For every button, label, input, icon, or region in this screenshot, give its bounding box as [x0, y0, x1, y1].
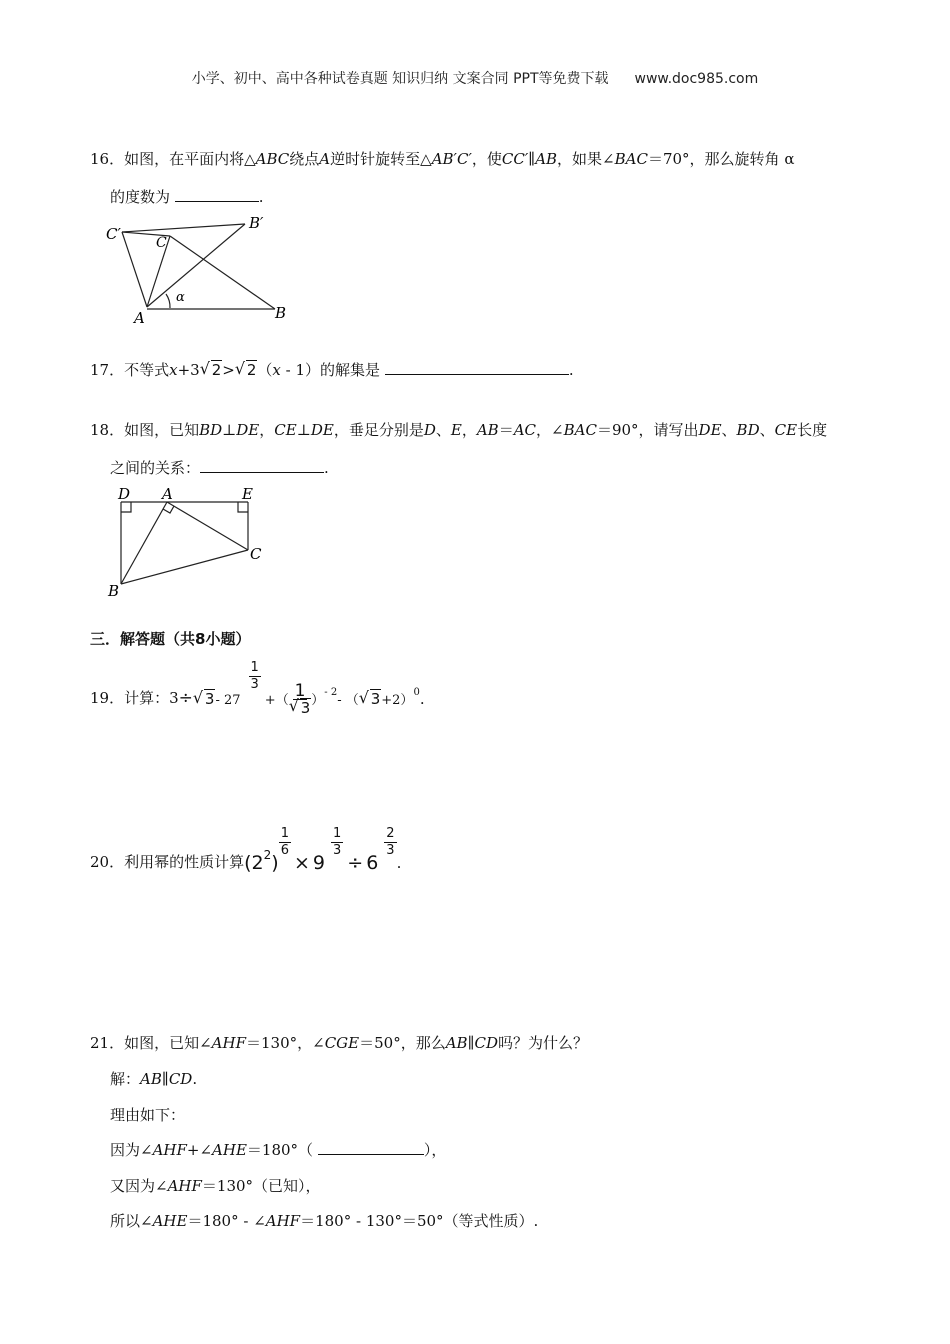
- sqrt-3: [289, 700, 312, 716]
- radicand: 3: [204, 690, 215, 708]
- q18-line2: [110, 457, 329, 478]
- q21-cge: CGE: [324, 1034, 360, 1052]
- exponent-one-third: [249, 660, 261, 693]
- perp-symbol: ⊥: [222, 421, 237, 439]
- segment-c-prime-b-prime: [122, 224, 245, 232]
- exponent-zero: 0: [413, 687, 420, 698]
- q18-text: ，: [259, 421, 275, 439]
- segment-ac-prime: [122, 232, 147, 307]
- q18-ab: AB: [476, 421, 499, 439]
- q18-text: ，垂足分别是: [333, 421, 424, 439]
- exponent-one-sixth: [279, 826, 291, 859]
- triangle-symbol: △: [244, 150, 256, 168]
- right-angle-d: [121, 502, 131, 512]
- q17-text: （: [257, 361, 273, 379]
- section-question-count: 8: [195, 630, 206, 648]
- q19-text: - 27: [215, 693, 241, 708]
- q21-cd: CD: [474, 1034, 499, 1052]
- q17-text: 的解集是: [320, 361, 381, 379]
- q18-ac: AC: [513, 421, 537, 439]
- q18-text: 如图，已知: [124, 421, 200, 439]
- section-title-text: 三．解答题（共: [90, 630, 196, 648]
- q18-de: DE: [310, 421, 334, 439]
- q21-text: ＝50°，那么: [359, 1034, 446, 1052]
- q17-text: - 1）: [280, 361, 321, 379]
- q21-ab: AB: [140, 1070, 162, 1088]
- denominator: 3: [250, 677, 259, 692]
- q18-figure: [104, 484, 274, 602]
- label-c-prime: C′: [106, 225, 121, 243]
- sqrt-3: [359, 690, 382, 708]
- q21-text: 吗？为什么？: [498, 1034, 589, 1052]
- q16-text: 如图，在平面内将: [124, 150, 245, 168]
- q21-line3: [110, 1104, 185, 1125]
- q20-base: 2: [251, 852, 264, 874]
- q21-text: ），: [423, 1141, 447, 1159]
- numerator: 1: [250, 660, 259, 675]
- q19-number: 19．: [90, 689, 125, 707]
- q21-ahf: AHF: [265, 1212, 301, 1230]
- q18-text: 长度: [797, 421, 828, 439]
- q19-text: +2）: [381, 693, 414, 708]
- q16-bac: BAC: [614, 150, 648, 168]
- divide-symbol: ÷: [347, 852, 364, 874]
- q21-line6: [110, 1210, 538, 1231]
- parallel-symbol: ∥: [528, 150, 536, 168]
- q21-text: ＝180°（: [246, 1141, 314, 1159]
- q21-ahf: AHF: [211, 1034, 246, 1052]
- q21-text: 因为∠: [110, 1141, 153, 1159]
- q18-bd: BD: [199, 421, 223, 439]
- q18-d: D: [423, 421, 436, 439]
- q16-line2: [110, 186, 264, 207]
- q18-bac: BAC: [563, 421, 597, 439]
- segment-bc: [121, 550, 248, 584]
- numerator: 2: [386, 826, 395, 841]
- q16-ccp: CC′: [501, 150, 529, 168]
- q19-text: 计算：3: [124, 689, 179, 707]
- parallel-symbol: ∥: [161, 1070, 169, 1088]
- q20-paren: ): [271, 852, 279, 874]
- right-angle-e: [238, 502, 248, 512]
- q18-text: ，: [461, 421, 477, 439]
- denominator: 3: [386, 843, 395, 858]
- q16-text: ，如果∠: [557, 150, 615, 168]
- q21-text: 如图，已知∠: [124, 1034, 212, 1052]
- label-b-prime: B′: [249, 214, 264, 232]
- fraction-one-over-sqrt3: [289, 683, 312, 720]
- q16-text: ，使: [471, 150, 502, 168]
- q16-text: 的度数为: [110, 188, 171, 206]
- q20-paren: (: [244, 852, 252, 874]
- q18-text: .: [324, 459, 329, 477]
- q21-line1: [90, 1032, 588, 1053]
- segment-ac: [167, 502, 248, 550]
- perp-symbol: ⊥: [296, 421, 311, 439]
- parallel-symbol: ∥: [467, 1034, 475, 1052]
- radicand: 3: [300, 699, 311, 717]
- q18-text: ＝90°，请写出: [596, 421, 699, 439]
- label-c: C: [156, 235, 167, 251]
- q21-text: 理由如下：: [110, 1106, 186, 1124]
- q21-ahf: AHF: [167, 1177, 202, 1195]
- q18-de: DE: [236, 421, 260, 439]
- q21-text: ＝130°，∠: [246, 1034, 325, 1052]
- q20-text: 利用幂的性质计算: [124, 853, 245, 871]
- angle-alpha-arc: [166, 294, 170, 308]
- q18-text: 、: [759, 421, 775, 439]
- numerator: 1: [280, 826, 289, 841]
- denominator: 3: [332, 843, 342, 858]
- q18-text: ＝: [498, 421, 514, 439]
- q18-text: 、: [435, 421, 451, 439]
- triangle-symbol: △: [420, 150, 432, 168]
- radicand: 2: [246, 361, 257, 379]
- greater-than: >: [222, 361, 235, 379]
- q17-text: 不等式: [124, 361, 170, 379]
- q21-text: ＝130°（已知），: [201, 1177, 321, 1195]
- q20-base: 6: [366, 852, 379, 874]
- denominator: 6: [280, 843, 289, 858]
- sqrt-2: [200, 361, 223, 379]
- q16-number: 16．: [90, 150, 125, 168]
- segment-ab: [121, 502, 167, 584]
- header-text: 小学、初中、高中各种试卷真题 知识归纳 文案合同 PPT等免费下载: [191, 71, 609, 87]
- q16-text: 逆时针旋转至: [330, 150, 421, 168]
- divide-symbol: ÷: [178, 688, 193, 708]
- exponent-minus-two: - 2: [324, 687, 338, 698]
- exponent-one-third: [331, 826, 343, 859]
- q16-figure: [104, 212, 300, 324]
- q16-text: ＝70°，那么旋转角 α: [647, 150, 795, 168]
- q16-ab: AB: [535, 150, 558, 168]
- q17-text: +3: [177, 361, 200, 379]
- q19-line: [90, 660, 425, 720]
- q21-text: ＝180° - ∠: [187, 1212, 266, 1230]
- q16-answer-blank[interactable]: [175, 187, 259, 202]
- q16-line1: [90, 148, 794, 169]
- section-title-text: 小题）: [205, 630, 251, 648]
- q18-text: ，∠: [536, 421, 564, 439]
- q21-text: +∠: [186, 1141, 213, 1159]
- q18-text: 之间的关系：: [110, 459, 201, 477]
- q21-ab: AB: [445, 1034, 468, 1052]
- numerator: 1: [332, 826, 342, 841]
- q16-text: .: [258, 188, 264, 206]
- sqrt-2: [235, 361, 258, 379]
- q21-line2: [110, 1068, 197, 1089]
- q21-text: ＝180° - 130°＝50°（等式性质）.: [300, 1212, 539, 1230]
- q18-number: 18．: [90, 421, 125, 439]
- label-b: B: [108, 582, 120, 600]
- q18-de: DE: [698, 421, 722, 439]
- q21-line5: [110, 1175, 321, 1196]
- section-3-title: [90, 628, 250, 649]
- q21-text: 所以∠: [110, 1212, 153, 1230]
- q21-text: 解：: [110, 1070, 141, 1088]
- q21-ahf: AHF: [152, 1141, 187, 1159]
- q20-text: .: [396, 854, 402, 872]
- q17-number: 17．: [90, 361, 125, 379]
- q19-text: - （: [337, 693, 359, 708]
- segment-cb: [170, 236, 275, 309]
- sqrt-3: [193, 690, 216, 708]
- header-site: www.doc985.com: [634, 71, 759, 87]
- q16-point-a: A: [319, 150, 331, 168]
- label-c: C: [250, 545, 262, 563]
- q21-line4: [110, 1139, 446, 1160]
- q18-text: 、: [721, 421, 737, 439]
- q16-abpcp: AB′C′: [431, 150, 472, 168]
- q21-number: 21．: [90, 1034, 125, 1052]
- label-a: A: [162, 485, 173, 503]
- q20-square: 2: [263, 848, 272, 862]
- label-e: E: [242, 485, 253, 503]
- q17-answer-blank[interactable]: [385, 360, 569, 375]
- q19-text: +（: [264, 693, 289, 708]
- label-alpha: α: [176, 290, 185, 305]
- q17-x: x: [169, 361, 178, 379]
- label-d: D: [118, 485, 131, 503]
- q19-text: ）: [311, 693, 325, 708]
- radicand: 3: [370, 690, 381, 708]
- label-b: B: [275, 304, 287, 322]
- q21-ahe: AHE: [212, 1141, 247, 1159]
- q21-text: 又因为∠: [110, 1177, 168, 1195]
- q20-number: 20．: [90, 853, 125, 871]
- numerator: 1: [294, 681, 306, 701]
- q19-text: .: [419, 690, 425, 708]
- page-header: [0, 68, 950, 88]
- q18-bd: BD: [736, 421, 760, 439]
- q21-reason-blank[interactable]: [318, 1140, 424, 1155]
- q16-text: 绕点: [289, 150, 320, 168]
- q18-e: E: [450, 421, 462, 439]
- q20-base: 9: [312, 852, 325, 874]
- exponent-two-thirds: [384, 826, 396, 859]
- times-symbol: ×: [293, 852, 310, 874]
- q18-line1: [90, 419, 827, 440]
- q21-text: .: [192, 1070, 198, 1088]
- q18-answer-blank[interactable]: [200, 458, 324, 473]
- q21-cd: CD: [168, 1070, 193, 1088]
- q17-line: [90, 359, 574, 380]
- q20-line: [90, 826, 401, 882]
- q17-text: .: [568, 361, 574, 379]
- label-a: A: [134, 309, 145, 324]
- q16-abc: ABC: [255, 150, 290, 168]
- q18-ce: CE: [274, 421, 297, 439]
- q17-x: x: [272, 361, 281, 379]
- radicand: 2: [211, 361, 222, 379]
- q18-ce: CE: [774, 421, 798, 439]
- q21-ahe: AHE: [152, 1212, 188, 1230]
